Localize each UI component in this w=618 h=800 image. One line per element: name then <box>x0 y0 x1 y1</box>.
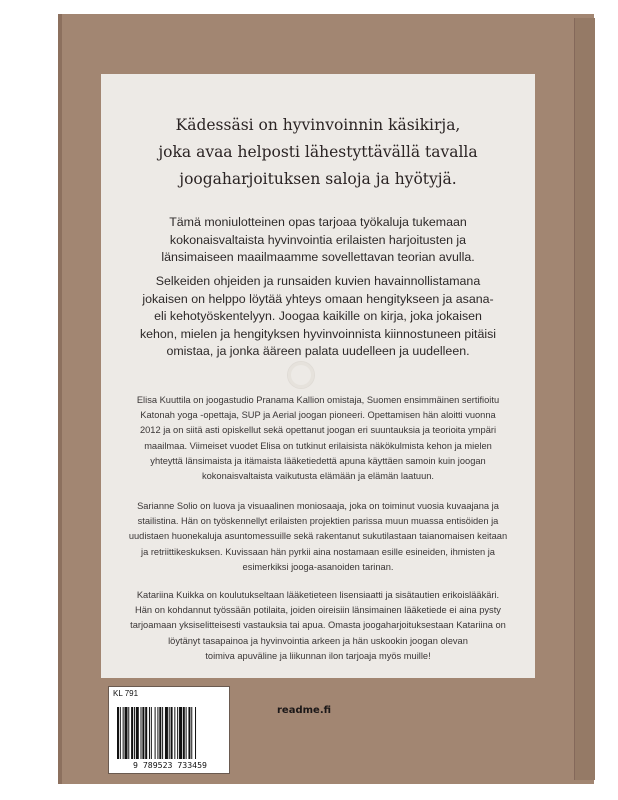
barcode-bar <box>123 707 124 759</box>
tagline <box>101 112 535 193</box>
barcode-bar <box>188 707 190 759</box>
barcode-bar <box>169 707 170 759</box>
bio-line: löytänyt tasapainoa ja hyvinvointia arkeen ja hän uskookin joogan olevan <box>168 635 468 646</box>
bio-line: maailmaa. Viimeiset vuodet Elisa on tutkinut erilaisista näkökulmista kehon ja mielen <box>144 440 492 451</box>
author-bio-sarianne <box>101 499 535 575</box>
classification-label: KL 791 <box>113 689 139 698</box>
barcode-bar <box>142 707 144 759</box>
barcode-bar <box>183 707 185 759</box>
paragraph-line: Selkeiden ohjeiden ja runsaiden kuvien havainnollistamana <box>155 274 481 288</box>
tagline-line: joka avaa helposti lähestyttävällä tavalla <box>158 143 478 161</box>
barcode-bar <box>128 707 129 759</box>
isbn-number: 9 789523 733459 <box>133 760 207 770</box>
barcode-bar <box>145 707 147 759</box>
description-paragraph-1 <box>101 214 535 267</box>
paragraph-line: kehon, mielen ja hengityksen hyvinvoinnista kiinnostuneen pitäisi <box>139 326 497 341</box>
paragraph-line: Tämä moniulotteinen opas tarjoaa työkaluja tukemaan <box>169 215 467 229</box>
bio-line: uudistaen huonekaluja asuntomessuille sekä rakentanut sukutilastaan taianomaisen keitaan <box>128 531 508 542</box>
barcode-bar <box>136 707 139 759</box>
barcode-bar <box>179 707 182 759</box>
bio-line: kokonaisvaltaista vaikutusta elämään ja elämän laatuun. <box>201 471 435 482</box>
bio-line: Katariina Kuikka on koulutukseltaan lääketieteen lisensiaatti ja sisätautien erikoislääkäri. <box>136 590 500 600</box>
barcode-bar <box>162 707 163 759</box>
bio-line: stailistina. Hän on työskennellyt erilaisten projektien parissa muun muassa entisöiden ja <box>137 516 499 527</box>
bio-line: Katonah yoga -opettaja, SUP ja Aerial joogan pioneeri. Opettamisen hän aloitti vuonna <box>140 410 496 421</box>
paragraph-line: jokaisen on helppo löytää yhteys omaan hengitykseen ja asana- <box>142 291 494 306</box>
bio-line: tarjoamaan yksiselitteisesti vastauksia tai apua. Omasta joogaharjoituksestaan Katariina on <box>130 620 506 631</box>
tagline-line: Kädessäsi on hyvinvoinnin käsikirja, <box>175 116 461 134</box>
barcode-icon <box>117 707 223 759</box>
barcode-bar <box>174 707 175 759</box>
paragraph-line: kokonaisvaltaista hyvinvointia erilaisten harjoitusten ja <box>169 232 467 247</box>
barcode-bar <box>159 707 161 759</box>
description-paragraph-2 <box>101 273 535 361</box>
barcode-bar <box>134 707 135 759</box>
bio-line: Sarianne Solio on luova ja visuaalinen moniosaaja, joka on toiminut vuosia kuvaajana ja <box>137 501 499 511</box>
author-bio-katariina <box>101 588 535 664</box>
bio-line: ja retriittikeskuksen. Kuvissaan hän pyrkii aina nostamaan esille esineiden, ihmisten ja <box>141 546 495 557</box>
barcode-bar <box>191 707 192 759</box>
barcode-bar <box>141 707 142 759</box>
barcode-bar <box>155 707 156 759</box>
bio-line: Elisa Kuuttila on joogastudio Pranama Kallion omistaja, Suomen ensimmäinen sertifioitu <box>136 395 500 405</box>
author-bio-elisa <box>101 393 535 484</box>
barcode-bar <box>157 707 158 759</box>
cover-left-edge <box>58 14 62 784</box>
bio-line: esimerkiksi jooga-asanoiden tarinan. <box>242 561 394 572</box>
barcode-bar <box>186 707 187 759</box>
bio-line: 2012 ja on siitä asti opiskellut sekä opettanut joogan eri suuntauksia ja teorioita ympäri <box>139 425 497 436</box>
book-spine-edge <box>574 18 595 780</box>
tagline-line: joogaharjoituksen saloja ja hyötyjä. <box>179 170 457 188</box>
text-panel <box>101 74 535 678</box>
barcode-bar <box>117 707 119 759</box>
barcode-bar <box>125 707 128 759</box>
barcode-bar <box>171 707 173 759</box>
barcode-bar <box>120 707 121 759</box>
barcode-sticker <box>108 686 230 774</box>
paragraph-line: länsimaiseen maailmaamme sovellettavan teorian avulla. <box>161 250 475 264</box>
paragraph-line: eli kehotyöskentelyyn. Joogaa kaikille on kirja, joka jokaisen <box>154 309 482 323</box>
bio-line: Hän on kohdannut työssään potilaita, joiden oireisiin länsimainen lääketiede ei aina pysty <box>135 605 501 616</box>
barcode-bar <box>195 707 196 759</box>
barcode-bar <box>131 707 133 759</box>
publisher-name: readme.fi <box>277 705 332 716</box>
barcode-bar <box>165 707 168 759</box>
bio-line: toimiva apuväline ja liikunnan ilon tarjoaja myös muille! <box>205 650 431 661</box>
barcode-bar <box>149 707 150 759</box>
barcode-bar <box>151 707 152 759</box>
embossed-seal-icon <box>287 361 315 389</box>
bio-line: yhteyttä länsimaista ja itämaista lääketiedettä apuna käyttäen samoin kuin joogan <box>150 455 486 466</box>
paragraph-line: omistaa, ja jonka ääreen palata uudelleen ja uudelleen. <box>166 344 470 358</box>
barcode-bar <box>177 707 178 759</box>
